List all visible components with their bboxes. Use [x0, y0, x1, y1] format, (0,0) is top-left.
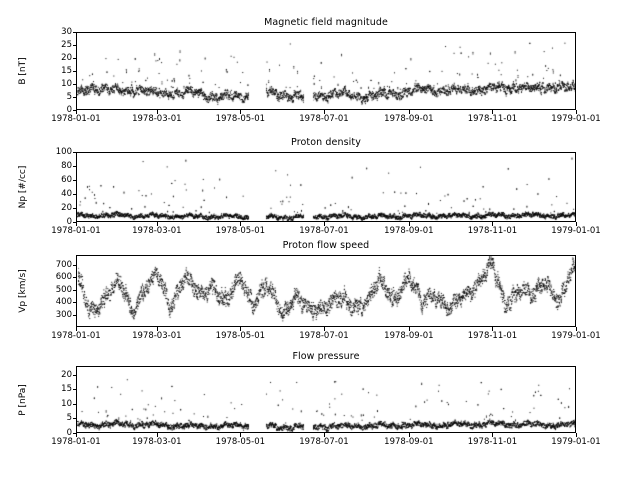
y-tick-label: 600	[55, 272, 72, 283]
x-tick-label: 1979-01-01	[551, 114, 601, 124]
y-tick-label: 40	[61, 189, 72, 199]
x-tick-mark	[76, 222, 77, 226]
y-tick-label: 0	[66, 217, 72, 227]
x-tick-label: 1978-05-01	[215, 331, 266, 341]
y-tick-mark	[73, 208, 77, 209]
y-tick-label: 60	[61, 175, 72, 185]
y-tick-mark	[73, 265, 77, 266]
x-tick-label: 1978-03-01	[132, 226, 182, 236]
y-tick-label: 100	[55, 147, 72, 157]
x-tick-mark	[576, 110, 577, 114]
x-tick-mark	[409, 327, 410, 331]
y-tick-mark	[73, 418, 77, 419]
y-axis-label: P [nPa]	[18, 383, 28, 416]
y-tick-label: 20	[61, 53, 72, 63]
x-tick-mark	[324, 222, 325, 226]
x-tick-mark	[576, 222, 577, 226]
y-tick-label: 20	[61, 203, 72, 213]
x-tick-label: 1978-01-01	[51, 331, 101, 341]
y-tick-label: 400	[55, 297, 72, 308]
y-tick-label: 300	[55, 309, 72, 320]
x-tick-mark	[576, 433, 577, 437]
x-tick-label: 1978-09-01	[384, 331, 434, 341]
x-tick-mark	[76, 327, 77, 331]
y-tick-mark	[73, 180, 77, 181]
chart-panel-4	[18, 351, 601, 447]
y-tick-mark	[73, 315, 77, 316]
y-tick-mark	[73, 58, 77, 59]
y-tick-mark	[73, 194, 77, 195]
y-tick-mark	[73, 290, 77, 291]
y-tick-label: 80	[61, 161, 72, 171]
chart-panel-2	[18, 137, 601, 236]
plot-area	[76, 255, 576, 327]
x-tick-label: 1978-11-01	[467, 114, 518, 124]
x-tick-label: 1979-01-01	[551, 331, 601, 341]
x-tick-label: 1978-07-01	[299, 437, 349, 447]
x-tick-label: 1978-01-01	[51, 226, 101, 236]
data-points-Np	[77, 153, 575, 221]
x-tick-label: 1978-01-01	[51, 437, 101, 447]
x-tick-mark	[409, 222, 410, 226]
x-tick-label: 1978-03-01	[132, 114, 182, 124]
x-tick-mark	[76, 433, 77, 437]
x-tick-mark	[240, 433, 241, 437]
y-tick-label: 5	[66, 413, 72, 424]
y-tick-label: 10	[61, 79, 72, 89]
y-tick-mark	[73, 389, 77, 390]
y-tick-mark	[73, 84, 77, 85]
x-tick-mark	[240, 222, 241, 226]
x-tick-label: 1978-05-01	[215, 437, 266, 447]
y-tick-label: 15	[61, 66, 72, 76]
y-axis-label: B [nT]	[18, 57, 28, 85]
x-tick-mark	[240, 327, 241, 331]
y-tick-label: 700	[55, 259, 72, 270]
x-tick-label: 1978-11-01	[467, 331, 518, 341]
chart-panel-1	[18, 17, 601, 124]
y-tick-mark	[73, 277, 77, 278]
x-tick-mark	[492, 433, 493, 437]
data-points-B	[77, 33, 575, 109]
y-tick-label: 0	[66, 428, 72, 438]
panel-title: Flow pressure	[292, 351, 360, 362]
x-tick-label: 1979-01-01	[551, 226, 601, 236]
x-tick-mark	[324, 327, 325, 331]
x-tick-mark	[492, 327, 493, 331]
y-tick-label: 500	[55, 284, 72, 295]
x-tick-mark	[157, 327, 158, 331]
y-tick-mark	[73, 97, 77, 98]
x-tick-label: 1978-09-01	[384, 114, 434, 124]
panel-title: Proton density	[291, 137, 361, 148]
y-tick-label: 30	[61, 27, 72, 37]
x-tick-mark	[157, 110, 158, 114]
plot-area	[76, 366, 576, 433]
y-tick-mark	[73, 152, 77, 153]
x-tick-label: 1978-01-01	[51, 114, 101, 124]
x-tick-label: 1978-05-01	[215, 114, 266, 124]
x-tick-label: 1978-09-01	[384, 437, 434, 447]
y-axis-label: Np [#/cc]	[18, 165, 28, 209]
plot-area	[76, 32, 576, 110]
panel-title: Magnetic field magnitude	[264, 17, 388, 28]
y-tick-mark	[73, 45, 77, 46]
y-tick-label: 20	[61, 369, 72, 380]
x-tick-mark	[576, 327, 577, 331]
y-tick-label: 25	[61, 40, 72, 50]
x-tick-mark	[492, 222, 493, 226]
x-tick-label: 1978-07-01	[299, 114, 349, 124]
panel-title: Proton flow speed	[282, 240, 370, 251]
y-tick-label: 15	[61, 384, 72, 395]
x-tick-label: 1978-09-01	[384, 226, 434, 236]
x-tick-mark	[492, 110, 493, 114]
y-tick-mark	[73, 375, 77, 376]
x-tick-label: 1978-11-01	[467, 437, 518, 447]
x-tick-label: 1978-03-01	[132, 437, 182, 447]
y-tick-mark	[73, 71, 77, 72]
y-tick-mark	[73, 302, 77, 303]
x-tick-label: 1978-05-01	[215, 226, 266, 236]
x-tick-label: 1978-03-01	[132, 331, 182, 341]
data-points-P	[77, 367, 575, 432]
x-tick-mark	[157, 222, 158, 226]
y-tick-label: 10	[61, 398, 72, 409]
y-tick-label: 5	[66, 92, 72, 102]
chart-panel-3	[18, 240, 601, 341]
x-tick-label: 1978-07-01	[299, 226, 349, 236]
x-tick-label: 1978-07-01	[299, 331, 349, 341]
data-points-Vp	[77, 256, 575, 326]
x-tick-label: 1978-11-01	[467, 226, 518, 236]
x-tick-mark	[409, 110, 410, 114]
x-tick-mark	[76, 110, 77, 114]
x-tick-mark	[157, 433, 158, 437]
y-tick-mark	[73, 404, 77, 405]
plot-area	[76, 152, 576, 222]
x-tick-mark	[409, 433, 410, 437]
x-tick-mark	[240, 110, 241, 114]
y-axis-label: Vp [km/s]	[18, 269, 28, 313]
x-tick-mark	[324, 110, 325, 114]
y-tick-mark	[73, 166, 77, 167]
y-tick-mark	[73, 32, 77, 33]
x-tick-label: 1979-01-01	[551, 437, 601, 447]
x-tick-mark	[324, 433, 325, 437]
y-tick-label: 0	[66, 105, 72, 115]
